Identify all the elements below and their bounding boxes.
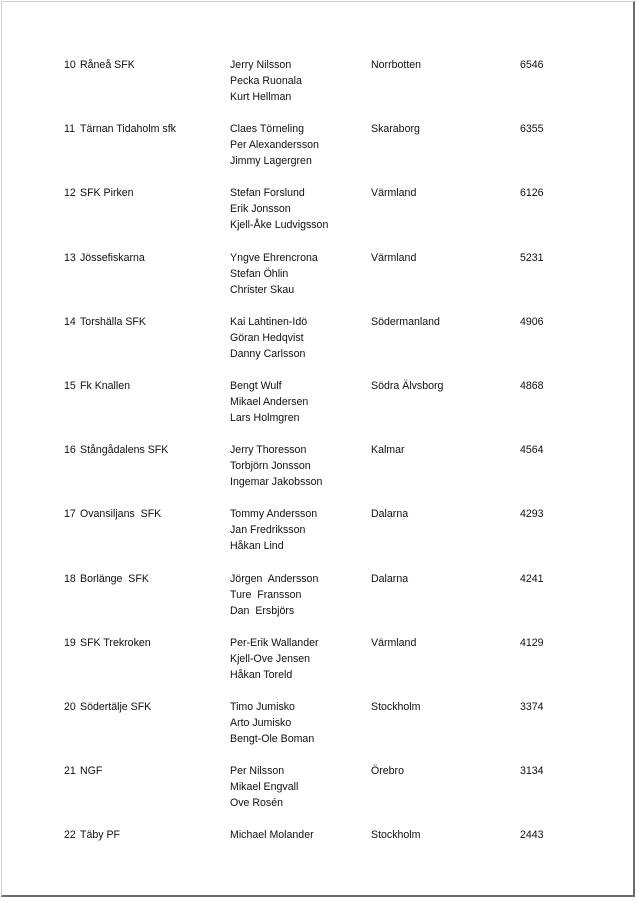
member-name: Håkan Toreld [230, 668, 293, 681]
entry-district: Stockholm [371, 700, 421, 713]
entry-district: Örebro [371, 765, 404, 778]
entry-district: Kalmar [371, 444, 405, 457]
result-entry [0, 185, 638, 249]
result-entry [0, 121, 638, 185]
result-entry [0, 314, 638, 378]
entry-points: 3134 [520, 765, 544, 778]
result-entry [0, 506, 638, 570]
entry-district: Dalarna [371, 572, 409, 585]
entry-members [230, 378, 308, 426]
entry-district: Skaraborg [371, 123, 420, 136]
entry-club: SFK Pirken [80, 187, 134, 200]
member-name: Pecka Ruonala [230, 75, 302, 87]
member-name: Jerry Thoresson [230, 444, 307, 457]
member-name: Jan Fredriksson [230, 524, 306, 537]
entry-points: 2443 [520, 829, 544, 842]
entry-club: Jössefiskarna [80, 251, 145, 264]
entry-rank: 10 [64, 59, 76, 71]
entry-rank: 19 [64, 636, 76, 649]
entry-members [230, 250, 318, 298]
results-list [0, 57, 638, 891]
entry-points: 4241 [520, 572, 544, 585]
member-name: Lars Holmgren [230, 411, 300, 424]
entry-rank: 15 [64, 379, 76, 392]
entry-members [230, 571, 318, 619]
entry-club: Täby PF [80, 829, 121, 842]
entry-members [230, 442, 322, 490]
entry-club: NGF [80, 765, 103, 778]
member-name: Kjell-Ove Jensen [230, 652, 311, 665]
entry-points: 4868 [520, 379, 544, 392]
entry-members [230, 121, 319, 169]
entry-rank: 16 [64, 444, 76, 457]
result-entry [0, 699, 638, 763]
entry-rank: 11 [64, 123, 75, 136]
result-entry [0, 57, 638, 121]
member-name: Kjell-Åke Ludvigsson [230, 219, 329, 232]
entry-club: Torshälla SFK [80, 315, 146, 328]
entry-points: 3374 [520, 700, 544, 713]
entry-rank: 14 [64, 315, 76, 328]
entry-district: Stockholm [371, 829, 421, 842]
member-name: Tommy Andersson [230, 508, 318, 521]
member-name: Bengt Wulf [230, 379, 282, 392]
member-name: Kai Lahtinen-Idö [230, 315, 308, 328]
member-name: Dan Ersbjörs [230, 604, 295, 617]
member-name: Kurt Hellman [230, 91, 292, 103]
entry-members [230, 314, 307, 362]
entry-district: Södermanland [371, 315, 440, 328]
entry-club: Fk Knallen [80, 379, 131, 392]
result-entry [0, 571, 638, 635]
member-name: Christer Skau [230, 283, 295, 296]
entry-points: 6546 [520, 59, 544, 71]
entry-district: Södra Älvsborg [371, 379, 444, 392]
member-name: Stefan Forslund [230, 187, 305, 200]
entry-rank: 20 [64, 700, 76, 713]
entry-points: 4293 [520, 508, 544, 521]
entry-club: Tärnan Tidaholm sfk [80, 123, 176, 136]
result-entry [0, 635, 638, 699]
entry-district: Värmland [371, 187, 417, 200]
member-name: Per Alexandersson [230, 139, 319, 152]
entry-club: Ovansiljans SFK [80, 508, 162, 521]
member-name: Erik Jonsson [230, 203, 291, 216]
member-name: Jerry Nilsson [230, 59, 292, 71]
entry-district: Värmland [371, 251, 417, 264]
result-entry [0, 250, 638, 314]
entry-club: Södertälje SFK [80, 700, 152, 713]
member-name: Mikael Engvall [230, 781, 299, 794]
member-name: Ture Fransson [230, 588, 302, 601]
entry-members [230, 185, 328, 233]
entry-rank: 13 [64, 251, 76, 264]
entry-members [230, 506, 317, 554]
member-name: Bengt-Ole Boman [230, 732, 315, 745]
entry-members [230, 827, 314, 843]
result-entry [0, 378, 638, 442]
member-name: Ove Rosén [230, 797, 283, 810]
member-name: Mikael Andersen [230, 395, 309, 408]
member-name: Per-Erik Wallander [230, 636, 319, 649]
entry-points: 4129 [520, 636, 544, 649]
entry-district: Dalarna [371, 508, 409, 521]
member-name: Yngve Ehrencrona [230, 251, 318, 264]
entry-rank: 12 [64, 187, 76, 200]
entry-points: 4564 [520, 444, 544, 457]
entry-members [230, 763, 298, 811]
entry-rank: 18 [64, 572, 76, 585]
result-entry [0, 442, 638, 506]
entry-club: Stångådalens SFK [80, 444, 169, 457]
entry-members [230, 699, 314, 747]
entry-club: SFK Trekroken [80, 636, 151, 649]
entry-rank: 17 [64, 508, 76, 521]
entry-points: 5231 [520, 251, 544, 264]
entry-points: 6355 [520, 123, 544, 136]
member-name: Per Nilsson [230, 765, 285, 778]
result-entry [0, 763, 638, 827]
member-name: Arto Jumisko [230, 716, 292, 729]
member-name: Göran Hedqvist [230, 331, 304, 344]
result-entry [0, 827, 638, 891]
member-name: Torbjörn Jonsson [230, 460, 311, 473]
member-name: Jimmy Lagergren [230, 155, 312, 168]
entry-members [230, 57, 302, 105]
member-name: Timo Jumisko [230, 700, 295, 713]
member-name: Stefan Öhlin [230, 267, 289, 280]
entry-members [230, 635, 319, 683]
member-name: Danny Carlsson [230, 347, 306, 360]
entry-points: 6126 [520, 187, 544, 200]
member-name: Håkan Lind [230, 540, 284, 553]
entry-district: Värmland [371, 636, 417, 649]
member-name: Jörgen Andersson [230, 572, 319, 585]
member-name: Claes Törneling [230, 123, 305, 136]
member-name: Michael Molander [230, 829, 314, 842]
entry-rank: 21 [64, 765, 76, 778]
entry-club: Borlänge SFK [80, 572, 149, 585]
entry-points: 4906 [520, 315, 544, 328]
entry-club: Råneå SFK [80, 59, 135, 71]
entry-rank: 22 [64, 829, 76, 842]
member-name: Ingemar Jakobsson [230, 476, 323, 489]
entry-district: Norrbotten [371, 59, 422, 71]
